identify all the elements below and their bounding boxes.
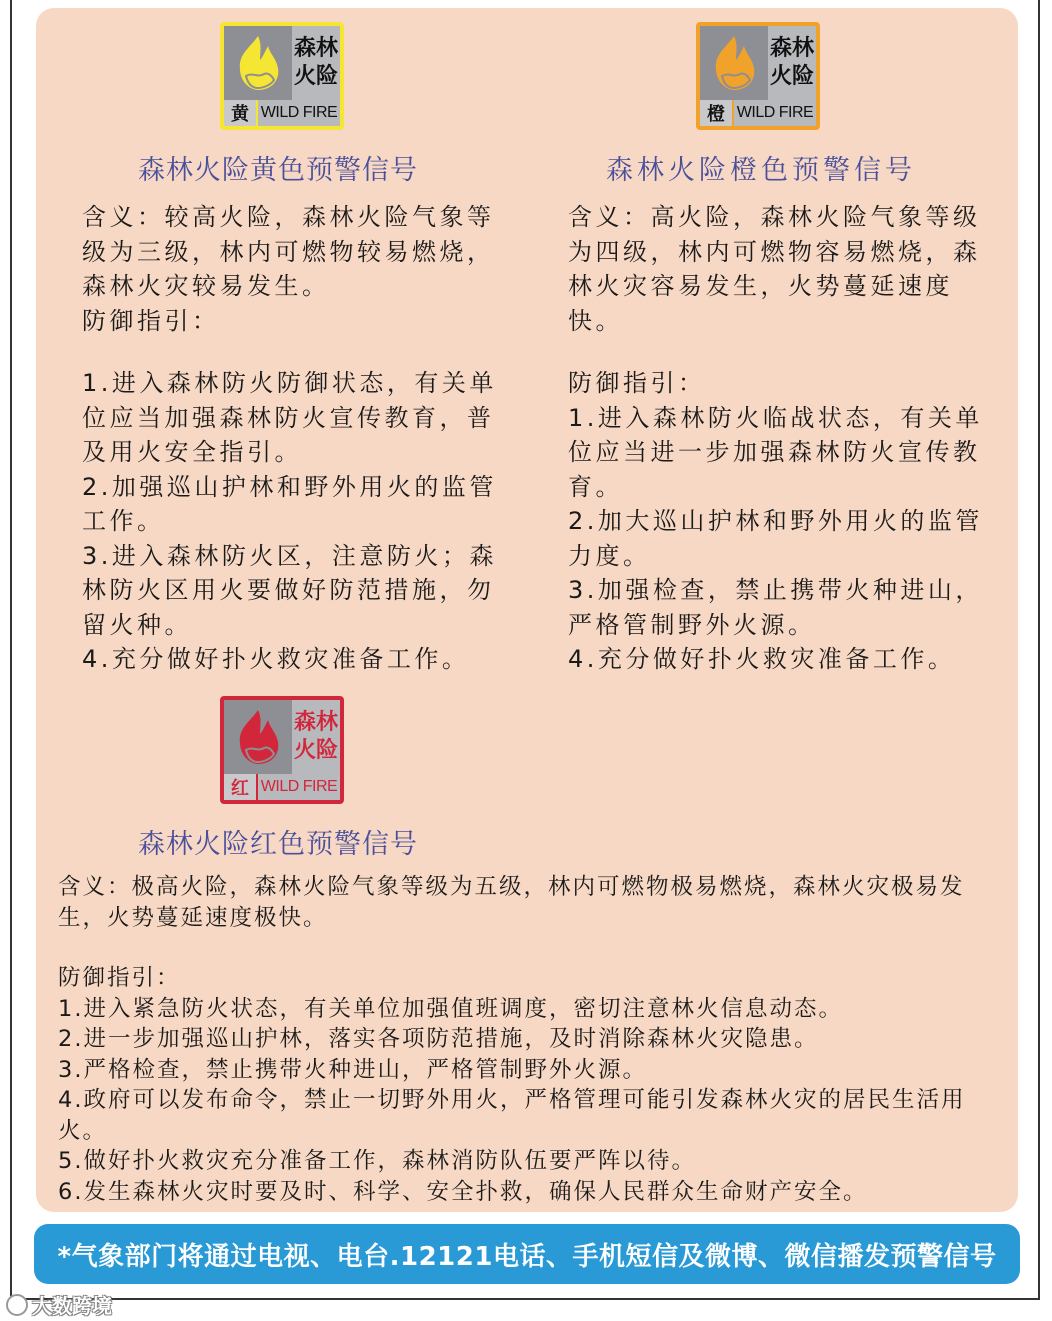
orange-meaning: 含义：高火险，森林火险气象等级为四级，林内可燃物容易燃烧，森林火灾容易发生，火势蔓延速度快。	[568, 203, 981, 335]
yellow-item: 4.充分做好扑火救灾准备工作。	[82, 645, 470, 673]
orange-item: 3.加强检查，禁止携带火种进山，严格管制野外火源。	[568, 576, 983, 639]
orange-warning-icon	[696, 22, 820, 130]
icon-title	[292, 26, 340, 100]
icon-bottom	[700, 100, 816, 126]
icon-wildfire: WILD FIRE	[258, 774, 340, 800]
red-item: 2.进一步加强巡山护林，落实各项防范措施，及时消除森林火灾隐患。	[58, 1026, 819, 1052]
icon-title-line2: 火险	[293, 738, 338, 763]
broadcast-banner	[34, 1224, 1020, 1284]
yellow-text	[82, 200, 512, 677]
icon-title-line1: 森林	[769, 36, 814, 61]
red-item: 1.进入紧急防火状态，有关单位加强值班调度，密切注意林火信息动态。	[58, 995, 843, 1022]
icon-wildfire: WILD FIRE	[734, 100, 816, 126]
red-heading: 森林火险红色预警信号	[138, 829, 418, 860]
yellow-item: 3.进入森林防火区，注意防火；森林防火区用火要做好防范措施，勿留火种。	[82, 541, 497, 639]
orange-item: 4.充分做好扑火救灾准备工作。	[568, 645, 956, 673]
icon-title	[768, 26, 816, 100]
icon-level: 橙	[700, 100, 732, 126]
orange-heading: 森林火险橙色预警信号	[606, 155, 916, 186]
yellow-warning-icon	[220, 22, 344, 130]
watermark-logo-icon	[6, 1294, 28, 1316]
red-item: 4.政府可以发布命令，禁止一切野外用火，严格管理可能引发森林火灾的居民生活用火。	[58, 1087, 966, 1144]
flame-icon	[230, 32, 286, 94]
icon-title-line2: 火险	[769, 64, 814, 89]
icon-title	[292, 700, 340, 774]
flame-box	[224, 26, 292, 100]
flame-box	[700, 26, 768, 100]
icon-title-line1: 森林	[293, 710, 338, 735]
icon-wildfire: WILD FIRE	[258, 100, 340, 126]
yellow-heading: 森林火险黄色预警信号	[138, 155, 418, 186]
orange-item: 1.进入森林防火临战状态，有关单位应当进一步加强森林防火宣传教育。	[568, 403, 983, 501]
red-item: 3.严格检查，禁止携带火种进山，严格管制野外火源。	[58, 1056, 647, 1083]
orange-text	[568, 200, 998, 677]
red-item: 6.发生森林火灾时要及时、科学、安全扑救，确保人民群众生命财产安全。	[58, 1178, 868, 1205]
yellow-item: 1.进入森林防火防御状态，有关单位应当加强森林防火宣传教育，普及用火安全指引。	[82, 369, 497, 466]
orange-guide-title: 防御指引：	[568, 369, 706, 397]
icon-level: 黄	[224, 100, 256, 126]
red-item: 5.做好扑火救灾充分准备工作，森林消防队伍要严阵以待。	[58, 1148, 696, 1174]
flame-icon	[230, 706, 286, 768]
icon-title-line2: 火险	[293, 64, 338, 89]
orange-item: 2.加大巡山护林和野外用火的监管力度。	[568, 507, 983, 570]
yellow-item: 2.加强巡山护林和野外用火的监管工作。	[82, 472, 497, 535]
yellow-meaning: 含义：较高火险，森林火险气象等级为三级，林内可燃物较易燃烧，森林火灾较易发生。	[82, 203, 495, 300]
icon-bottom	[224, 774, 340, 800]
red-guide-title: 防御指引：	[58, 965, 181, 991]
yellow-guide-title: 防御指引：	[82, 306, 220, 335]
flame-icon	[706, 32, 762, 94]
flame-box	[224, 700, 292, 774]
icon-bottom	[224, 100, 340, 126]
red-meaning: 含义：极高火险，森林火险气象等级为五级，林内可燃物极易燃烧，森林火灾极易发生，火势蔓延速度极快。	[58, 874, 965, 931]
red-text	[58, 872, 998, 1207]
icon-level: 红	[224, 774, 256, 800]
watermark	[6, 1290, 112, 1319]
icon-title-line1: 森林	[293, 36, 338, 61]
banner-text: *气象部门将通过电视、电台.12121电话、手机短信及微博、微信播发预警信号	[57, 1241, 997, 1272]
watermark-text: 大数跨境	[32, 1294, 112, 1318]
red-warning-icon	[220, 696, 344, 804]
